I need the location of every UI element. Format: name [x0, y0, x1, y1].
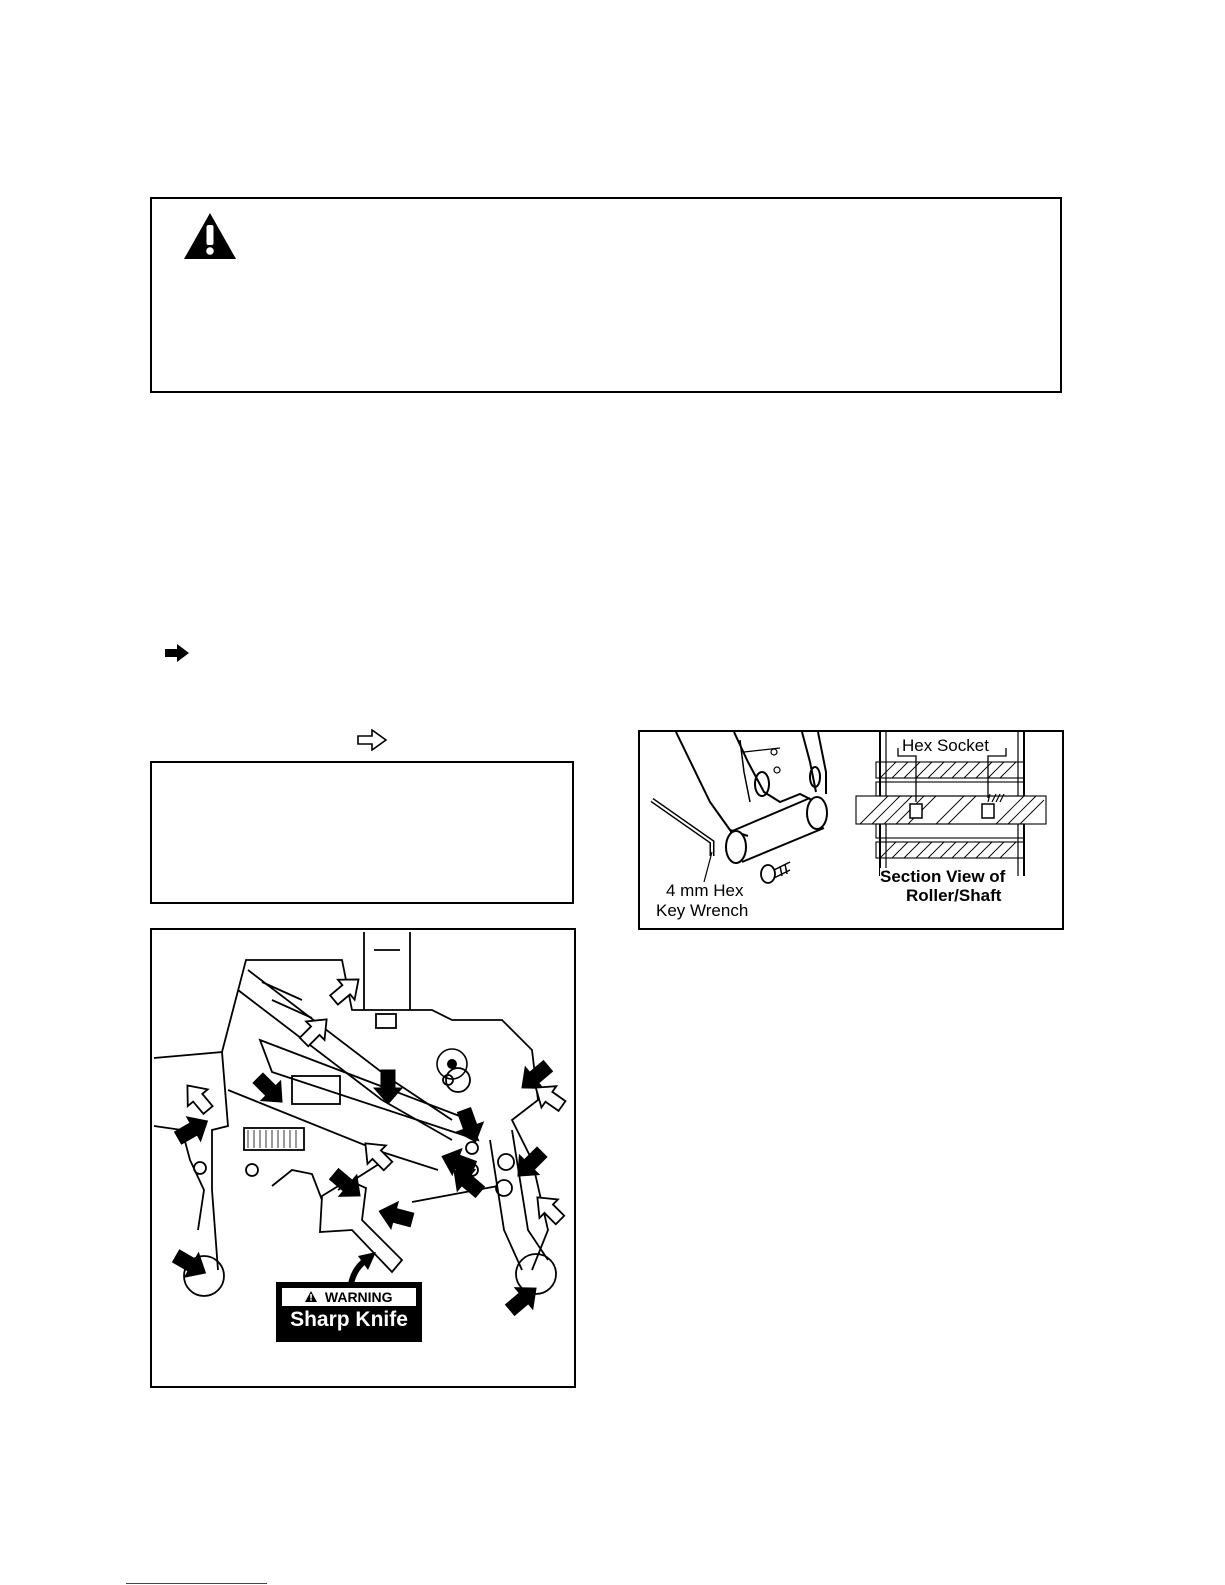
note-box: [150, 761, 574, 904]
warning-triangle-icon: [182, 211, 238, 261]
decal-title: WARNING: [324, 1288, 393, 1305]
wrench-label-line2: Key Wrench: [656, 901, 749, 920]
footer-link-underline[interactable]: [126, 1583, 267, 1584]
wrench-label-line1: 4 mm Hex: [666, 881, 744, 900]
warning-decal: [276, 1282, 422, 1342]
hex-socket-label: Hex Socket: [902, 736, 989, 755]
decal-title-bar: [282, 1288, 416, 1306]
warning-box: [150, 197, 1062, 393]
decal-text: Sharp Knife: [290, 1308, 408, 1331]
section-view-label-line2: Roller/Shaft: [906, 886, 1002, 905]
hollow-arrow-right-icon: [357, 729, 387, 751]
solid-arrow-right-icon: [164, 643, 190, 663]
mechanism-figure: [150, 928, 576, 1388]
roller-shaft-figure: [638, 730, 1064, 930]
section-view-label-line1: Section View of: [880, 867, 1006, 886]
warning-triangle-small-icon: [305, 1291, 317, 1302]
